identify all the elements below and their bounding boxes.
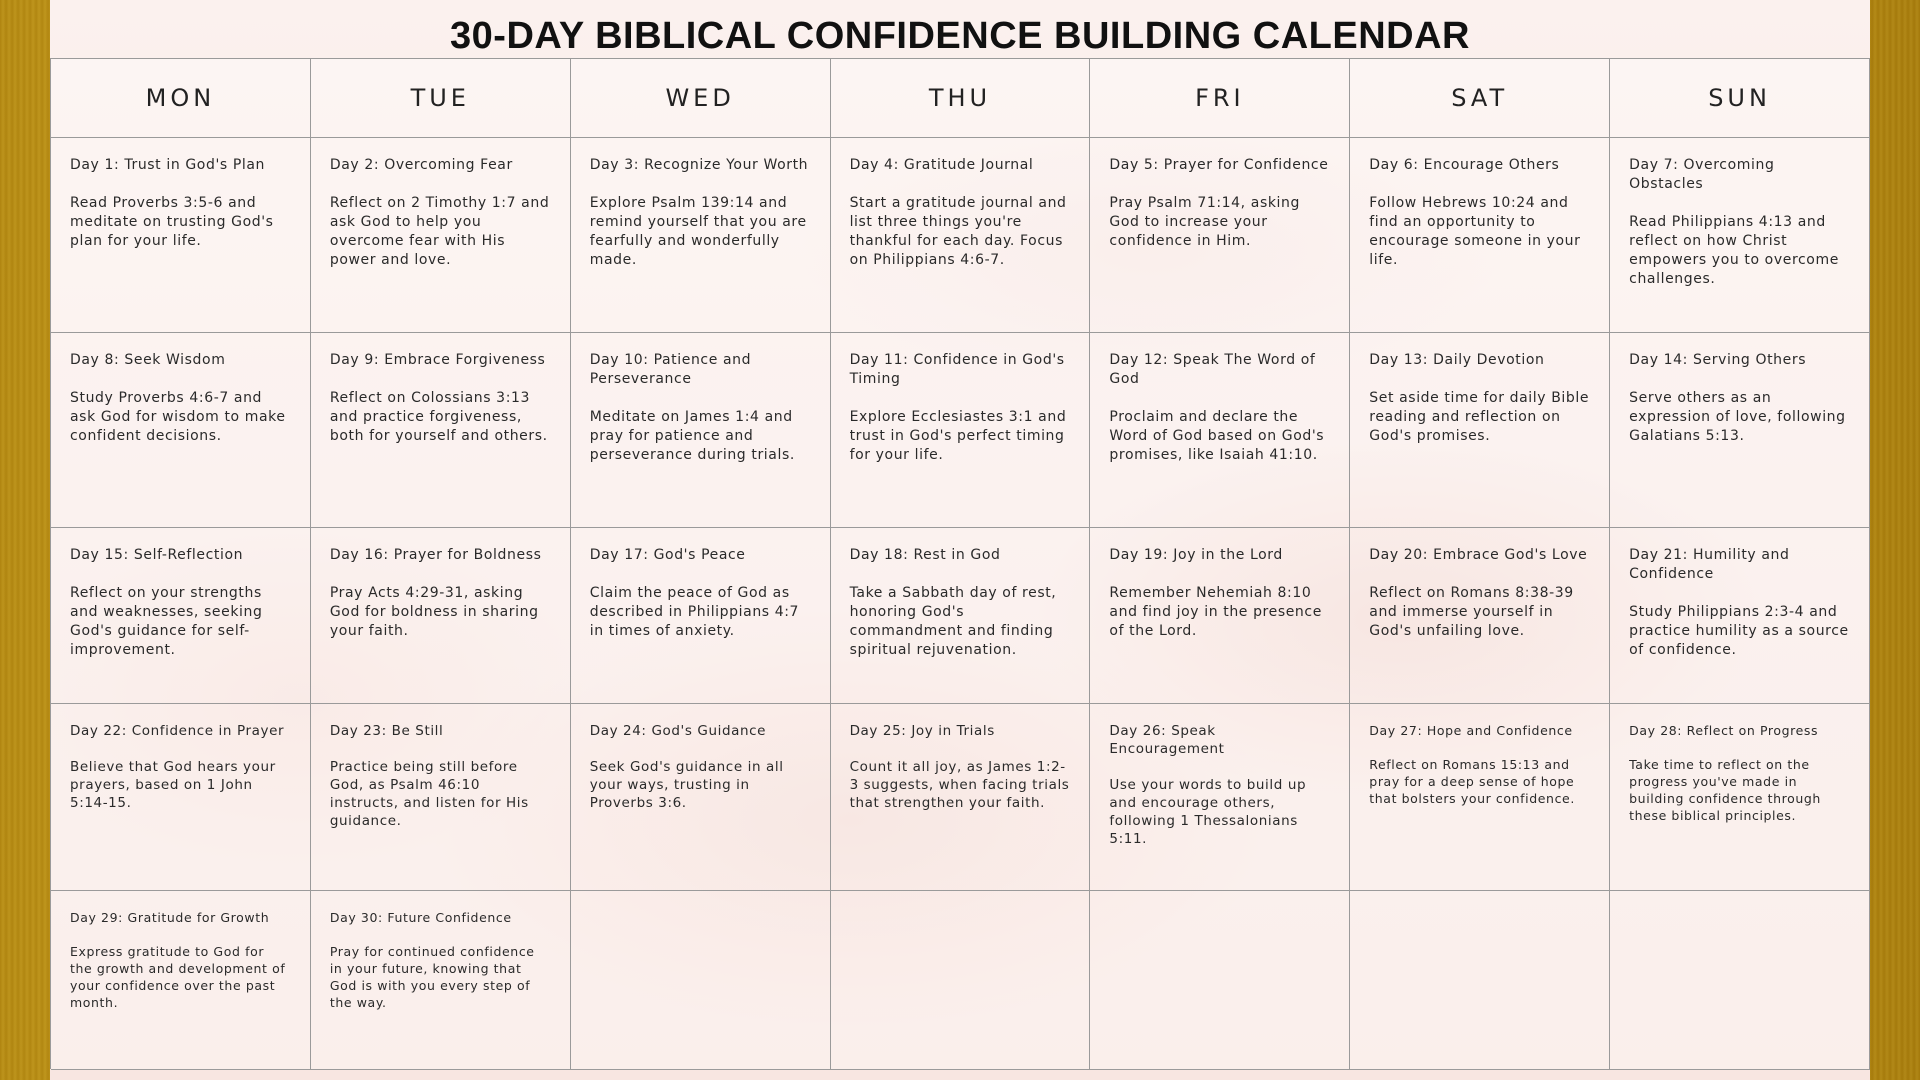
day-description: Take a Sabbath day of rest, honoring God's commandment and finding spiritual rejuvenation. (849, 585, 1057, 658)
day-title: Day 9: Embrace Forgiveness (329, 352, 546, 368)
day-title: Day 14: Serving Others (1629, 352, 1807, 368)
day-description: Reflect on 2 Timothy 1:7 and ask God to help you overcome fear with His power and love. (329, 195, 550, 268)
day-cell (1090, 528, 1350, 704)
empty-day-cell (1610, 891, 1870, 1070)
calendar-page (50, 0, 1870, 1080)
day-cell (1090, 333, 1350, 528)
day-title: Day 2: Overcoming Fear (329, 157, 513, 173)
day-title: Day 3: Recognize Your Worth (589, 157, 809, 173)
day-cell (51, 528, 311, 704)
day-description: Count it all joy, as James 1:2-3 suggests, when facing trials that strengthen your faith. (849, 759, 1070, 811)
day-cell (831, 528, 1091, 704)
day-cell (1610, 138, 1870, 333)
day-description: Take time to reflect on the progress you've made in building confidence through these biblical principles. (1629, 757, 1821, 823)
day-description: Use your words to build up and encourage others, following 1 Thessalonians 5:11. (1109, 777, 1307, 847)
day-cell (831, 333, 1091, 528)
weekday-header-mon: MON (51, 59, 311, 138)
day-title: Day 29: Gratitude for Growth (70, 910, 270, 925)
day-description: Express gratitude to God for the growth and development of your confidence over the past month. (70, 944, 286, 1010)
day-title: Day 7: Overcoming Obstacles (1629, 157, 1775, 192)
day-description: Pray Psalm 71:14, asking God to increase your confidence in Him. (1109, 195, 1301, 249)
day-title: Day 21: Humility and Confidence (1629, 547, 1790, 582)
calendar-grid (50, 58, 1870, 1069)
day-description: Proclaim and declare the Word of God based on God's promises, like Isaiah 41:10. (1109, 409, 1325, 463)
day-cell (1090, 138, 1350, 333)
day-title: Day 20: Embrace God's Love (1369, 547, 1588, 563)
day-description: Set aside time for daily Bible reading and reflection on God's promises. (1369, 390, 1590, 444)
weekday-header-wed: WED (571, 59, 831, 138)
day-title: Day 26: Speak Encouragement (1109, 723, 1225, 757)
day-cell (831, 704, 1091, 891)
day-cell (571, 333, 831, 528)
day-cell (1350, 138, 1610, 333)
day-cell (51, 138, 311, 333)
day-cell (571, 138, 831, 333)
day-title: Day 17: God's Peace (589, 547, 746, 563)
day-title: Day 4: Gratitude Journal (849, 157, 1034, 173)
day-description: Seek God's guidance in all your ways, trusting in Proverbs 3:6. (589, 759, 784, 811)
weekday-header-sun: SUN (1610, 59, 1870, 138)
day-title: Day 1: Trust in God's Plan (70, 157, 266, 173)
day-cell (571, 528, 831, 704)
day-title: Day 27: Hope and Confidence (1369, 723, 1573, 738)
day-description: Practice being still before God, as Psalm 46:10 instructs, and listen for His guidance. (329, 759, 529, 829)
day-cell (311, 704, 571, 891)
empty-day-cell (1350, 891, 1610, 1070)
day-description: Reflect on your strengths and weaknesses, seeking God's guidance for self-improvement. (70, 585, 263, 658)
empty-day-cell (831, 891, 1091, 1070)
day-description: Explore Ecclesiastes 3:1 and trust in God's perfect timing for your life. (849, 409, 1067, 463)
day-title: Day 10: Patience and Perseverance (589, 352, 752, 387)
day-title: Day 15: Self-Reflection (70, 547, 244, 563)
day-title: Day 23: Be Still (329, 723, 444, 739)
day-description: Pray Acts 4:29-31, asking God for boldness in sharing your faith. (329, 585, 539, 639)
day-cell (1610, 704, 1870, 891)
day-cell (1610, 333, 1870, 528)
day-description: Pray for continued confidence in your future, knowing that God is with you every step of the way. (329, 944, 535, 1010)
weekday-header-sat: SAT (1350, 59, 1610, 138)
day-description: Remember Nehemiah 8:10 and find joy in the presence of the Lord. (1109, 585, 1322, 639)
day-title: Day 30: Future Confidence (329, 910, 512, 925)
weekday-header-tue: TUE (311, 59, 571, 138)
day-title: Day 11: Confidence in God's Timing (849, 352, 1065, 387)
day-description: Study Philippians 2:3-4 and practice humility as a source of confidence. (1629, 604, 1849, 658)
day-title: Day 22: Confidence in Prayer (70, 723, 285, 739)
day-title: Day 12: Speak The Word of God (1109, 352, 1316, 387)
day-cell (1350, 528, 1610, 704)
day-title: Day 28: Reflect on Progress (1629, 723, 1819, 738)
day-description: Claim the peace of God as described in Philippians 4:7 in times of anxiety. (589, 585, 800, 639)
page-title: 30-DAY BIBLICAL CONFIDENCE BUILDING CALENDAR (450, 15, 1470, 57)
day-description: Start a gratitude journal and list three things you're thankful for each day. Focus on Philippians 4:6-7. (849, 195, 1067, 268)
day-cell (571, 704, 831, 891)
day-description: Believe that God hears your prayers, based on 1 John 5:14-15. (70, 759, 276, 811)
day-title: Day 16: Prayer for Boldness (329, 547, 542, 563)
day-cell (311, 528, 571, 704)
day-description: Read Proverbs 3:5-6 and meditate on trusting God's plan for your life. (70, 195, 274, 249)
day-description: Reflect on Colossians 3:13 and practice forgiveness, both for yourself and others. (329, 390, 548, 444)
day-cell (1350, 704, 1610, 891)
day-title: Day 5: Prayer for Confidence (1109, 157, 1329, 173)
day-cell (311, 333, 571, 528)
day-title: Day 18: Rest in God (849, 547, 1001, 563)
weekday-header-fri: FRI (1090, 59, 1350, 138)
day-description: Reflect on Romans 8:38-39 and immerse yourself in God's unfailing love. (1369, 585, 1574, 639)
day-title: Day 24: God's Guidance (589, 723, 767, 739)
day-description: Read Philippians 4:13 and reflect on how Christ empowers you to overcome challenges. (1629, 214, 1839, 287)
day-description: Follow Hebrews 10:24 and find an opportunity to encourage someone in your life. (1369, 195, 1581, 268)
day-description: Reflect on Romans 15:13 and pray for a deep sense of hope that bolsters your confidence. (1369, 757, 1575, 806)
weekday-header-thu: THU (831, 59, 1091, 138)
day-cell (1350, 333, 1610, 528)
day-title: Day 6: Encourage Others (1369, 157, 1560, 173)
day-cell (831, 138, 1091, 333)
day-title: Day 13: Daily Devotion (1369, 352, 1545, 368)
day-description: Meditate on James 1:4 and pray for patience and perseverance during trials. (589, 409, 795, 463)
day-cell (51, 891, 311, 1070)
empty-day-cell (571, 891, 831, 1070)
day-cell (311, 138, 571, 333)
day-cell (51, 333, 311, 528)
day-cell (1090, 704, 1350, 891)
empty-day-cell (1090, 891, 1350, 1070)
day-description: Study Proverbs 4:6-7 and ask God for wisdom to make confident decisions. (70, 390, 286, 444)
day-title: Day 25: Joy in Trials (849, 723, 995, 739)
day-cell (51, 704, 311, 891)
day-cell (1610, 528, 1870, 704)
day-description: Explore Psalm 139:14 and remind yourself that you are fearfully and wonderfully made. (589, 195, 807, 268)
day-cell (311, 891, 571, 1070)
day-title: Day 19: Joy in the Lord (1109, 547, 1283, 563)
day-title: Day 8: Seek Wisdom (70, 352, 226, 368)
day-description: Serve others as an expression of love, following Galatians 5:13. (1629, 390, 1846, 444)
